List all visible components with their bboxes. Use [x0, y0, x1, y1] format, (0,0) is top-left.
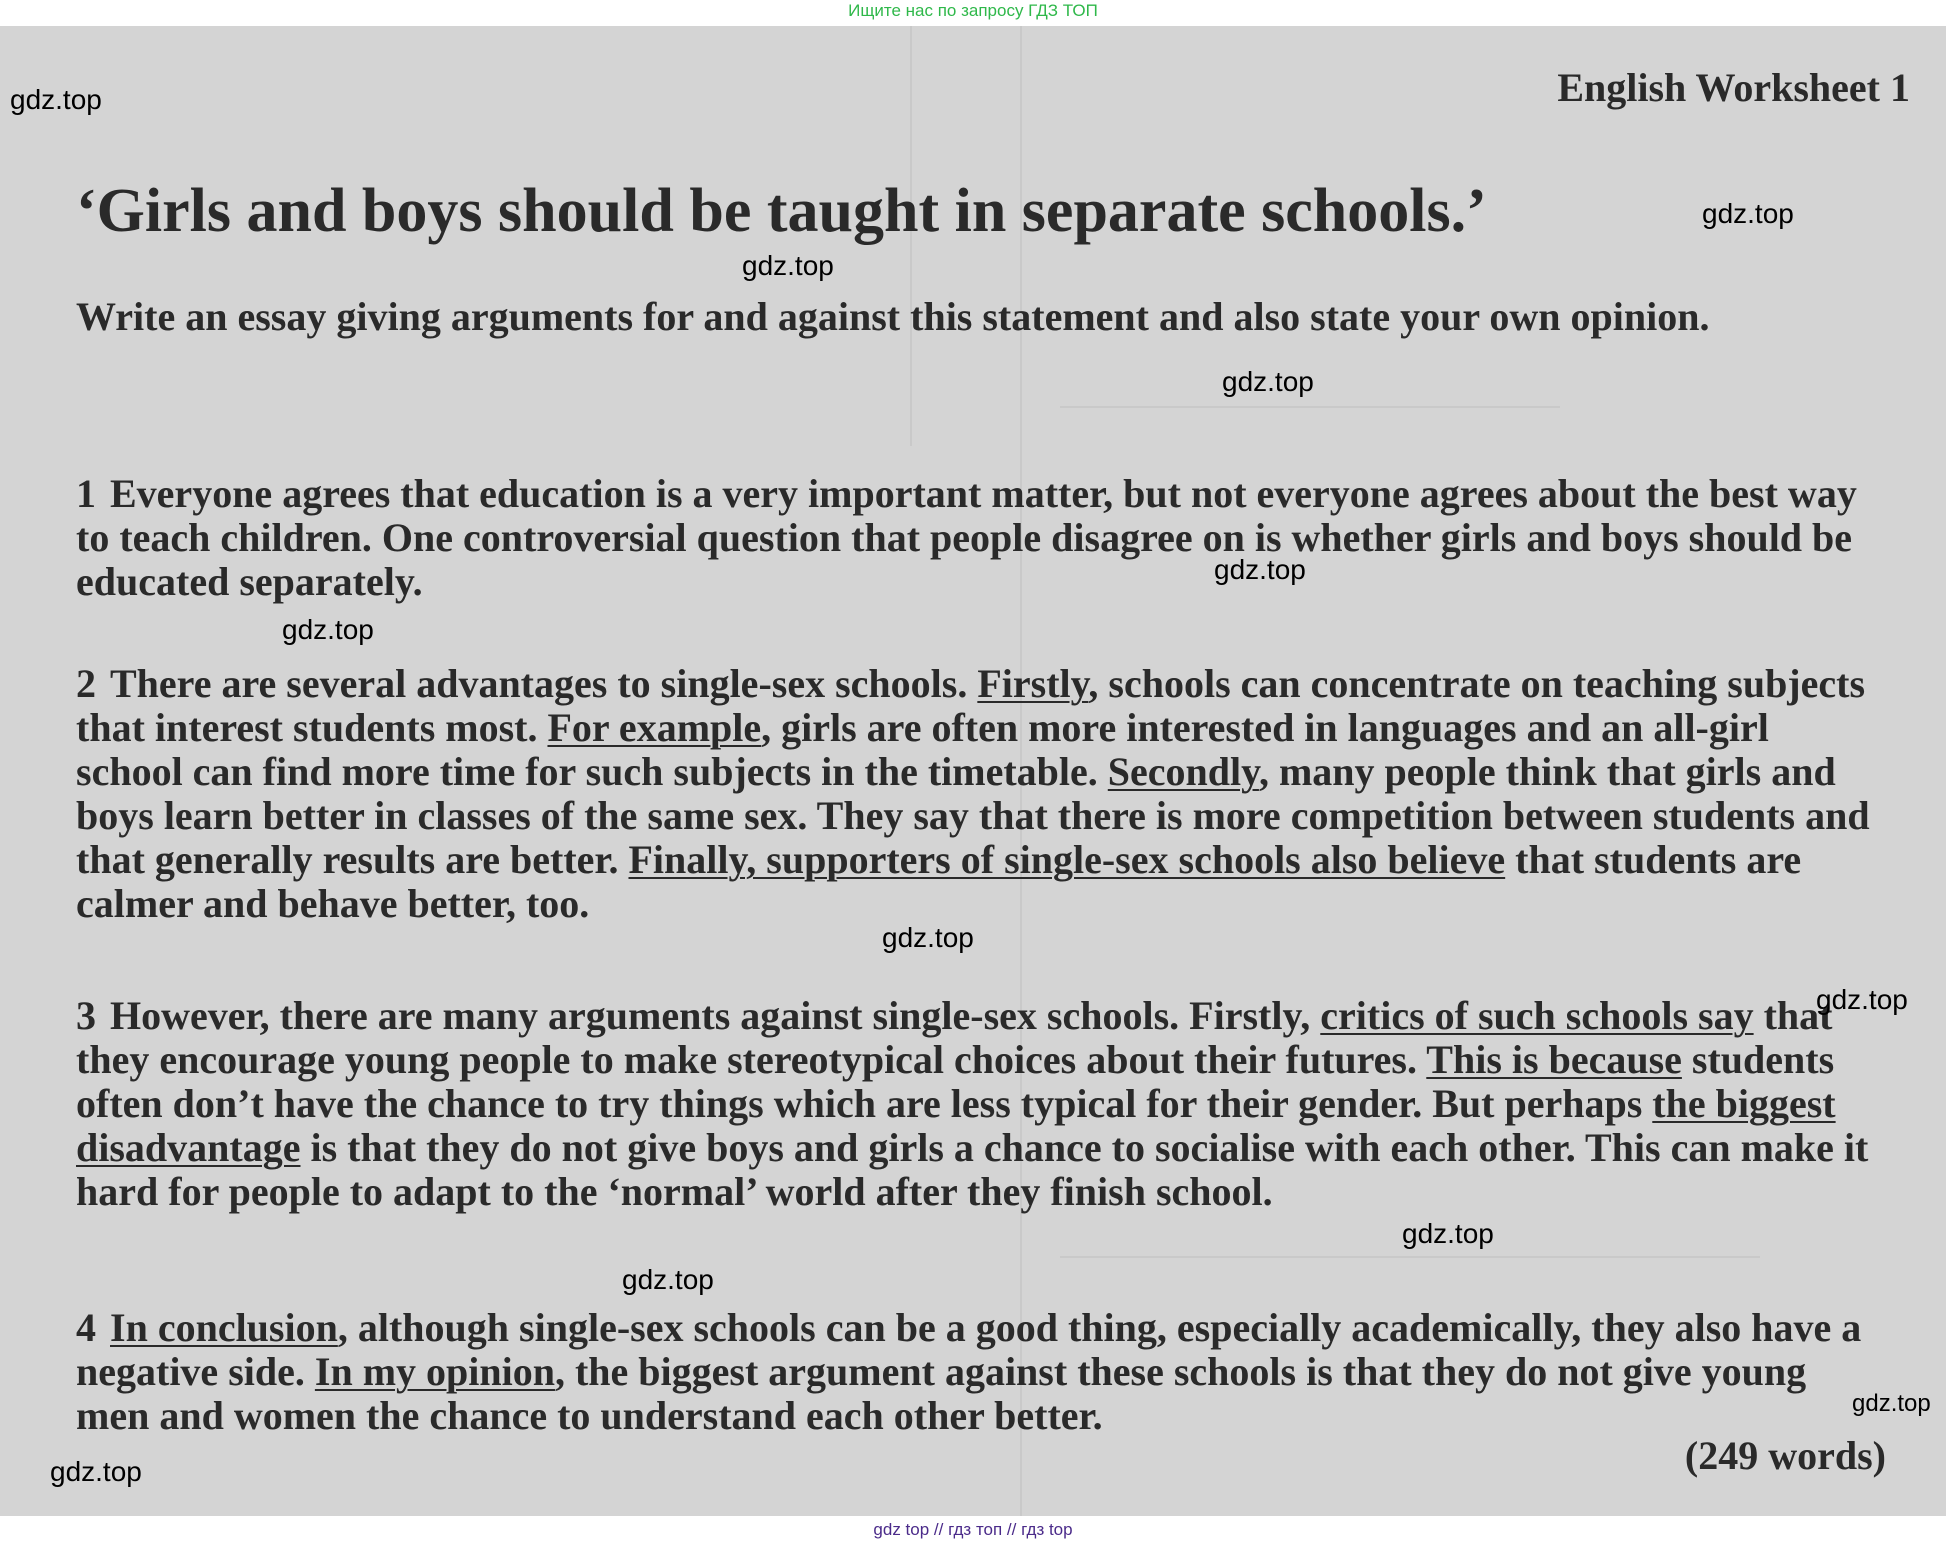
worksheet-header: English Worksheet 1: [1557, 65, 1910, 110]
paragraph-text: students often don’t have the chance to try things which are less typical for their gender. But perhaps: [76, 1037, 1835, 1126]
watermark: gdz.top: [1816, 984, 1908, 1015]
top-banner[interactable]: [0, 0, 1946, 28]
underlined-phrase: Secondly: [1107, 749, 1259, 794]
watermark: gdz.top: [742, 250, 834, 281]
watermark: gdz.top: [1852, 1390, 1931, 1417]
underlined-phrase: For example: [547, 705, 762, 750]
paragraph-4: [76, 1306, 1876, 1438]
paragraph-text: , although single-sex schools can be a good thing, especially academically, they also have a negative side.: [76, 1305, 1862, 1394]
underlined-phrase: In my opinion: [314, 1349, 555, 1394]
watermark: gdz.top: [1222, 366, 1314, 397]
paragraph-text: , schools can concentrate on teaching subjects that interest students most.: [76, 661, 1866, 750]
paragraph-text: , many people think that girls and boys learn better in classes of the same sex. They say that there is more competition between students and that generally results are better.: [76, 749, 1870, 882]
underlined-phrase: This is because: [1426, 1037, 1682, 1082]
paragraph-text: that they encourage young people to make stereotypical choices about their futures.: [76, 993, 1833, 1082]
paragraph-number: 3: [76, 993, 96, 1038]
underlined-phrase: Firstly: [977, 661, 1089, 706]
watermark: gdz.top: [282, 614, 374, 645]
underlined-phrase: critics of such schools say: [1320, 993, 1754, 1038]
bleed-box-line: [1060, 406, 1560, 408]
paragraph-text: , girls are often more interested in languages and an all-girl school can find more time for such subjects in the timetable.: [76, 705, 1769, 794]
worksheet-page: [0, 26, 1946, 1516]
underlined-phrase: In conclusion: [110, 1305, 338, 1350]
underlined-phrase: Finally, supporters of single-sex schools also believe: [628, 837, 1506, 882]
paragraph-number: 1: [76, 471, 96, 516]
watermark: gdz.top: [1402, 1218, 1494, 1249]
paragraph-text: , the biggest argument against these schools is that they do not give young men and women the chance to understand each other better.: [76, 1349, 1807, 1438]
paragraph-text: Everyone agrees that education is a very important matter, but not everyone agrees about the best way to teach children. One controversial question that people disagree on is whether girls and boys should be educated separately.: [76, 471, 1857, 604]
paragraph-2: [76, 662, 1876, 926]
paragraph-number: 2: [76, 661, 96, 706]
paragraph-1: [76, 472, 1876, 604]
watermark: gdz.top: [50, 1456, 142, 1487]
word-count: (249 words): [1684, 1433, 1886, 1478]
paragraph-text: However, there are many arguments against single-sex schools. Firstly,: [110, 993, 1321, 1038]
paragraph-number: 4: [76, 1305, 96, 1350]
watermark: gdz.top: [10, 84, 102, 115]
bleed-box-line: [1060, 1256, 1760, 1258]
top-banner-link[interactable]: Ищите нас по запросу ГДЗ ТОП: [848, 1, 1098, 20]
paragraph-text: There are several advantages to single-sex schools.: [110, 661, 978, 706]
essay-instruction: Write an essay giving arguments for and against this statement and also state your own opinion.: [76, 294, 1710, 339]
underlined-phrase: the biggest disadvantage: [76, 1081, 1836, 1170]
watermark: gdz.top: [1214, 554, 1306, 585]
paragraph-text: is that they do not give boys and girls a chance to socialise with each other. This can make it hard for people to adapt to the ‘normal’ world after they finish school.: [76, 1125, 1869, 1214]
watermark: gdz.top: [1702, 198, 1794, 229]
bottom-banner: gdz top // гдз топ // гдз top: [873, 1520, 1073, 1539]
paragraph-3: [76, 994, 1876, 1214]
paragraph-text: that students are calmer and behave better, too.: [76, 837, 1802, 926]
essay-title: ‘Girls and boys should be taught in separate schools.’: [76, 177, 1487, 245]
watermark: gdz.top: [882, 922, 974, 953]
watermark: gdz.top: [622, 1264, 714, 1295]
